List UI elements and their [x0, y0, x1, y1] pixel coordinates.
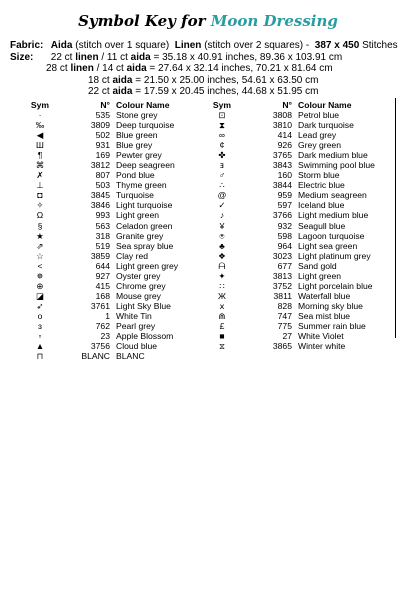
symbol: ■ [219, 331, 225, 342]
key-row [30, 321, 178, 331]
color-number: 3811 [273, 290, 292, 301]
color-name: Light Sky Blue [116, 300, 171, 311]
color-name: Pewter grey [116, 150, 162, 161]
symbol: Ж [218, 290, 226, 301]
color-name: Oyster grey [116, 270, 161, 281]
key-row [212, 241, 375, 251]
key-row [30, 281, 178, 291]
key-row [30, 140, 178, 150]
key-row [212, 160, 375, 170]
symbol: ▫ [38, 331, 42, 342]
color-number: 597 [277, 200, 292, 211]
key-header: Sym N° Colour Name [30, 100, 170, 110]
color-name: Morning sky blue [298, 300, 363, 311]
color-number: 3846 [90, 200, 110, 211]
key-row [212, 140, 375, 150]
color-name: Dark turquoise [298, 120, 354, 131]
key-row [30, 221, 178, 231]
color-name: Medium seagreen [298, 190, 367, 201]
key-row [30, 200, 178, 210]
color-name: Granite grey [116, 230, 164, 241]
symbol: ⊡ [218, 110, 226, 120]
fabric-line: Fabric: Aida (stitch over 1 square) Linen (stitch over 2 squares) - 387 x 450 Stitches [10, 40, 398, 51]
color-number: 3859 [90, 250, 110, 261]
symbol: ⅹ [219, 300, 225, 311]
color-number: 762 [95, 320, 110, 331]
color-name: Seagull blue [298, 220, 346, 231]
symbol: ⊕ [36, 280, 44, 291]
color-number: 27 [282, 331, 292, 342]
color-name: Grey green [298, 140, 341, 151]
color-number: 160 [277, 170, 292, 181]
color-name: Light turquoise [116, 200, 173, 211]
color-number: 3813 [272, 270, 292, 281]
symbol: ∞ [218, 130, 226, 141]
key-row [212, 110, 375, 120]
color-name: Iceland blue [298, 200, 345, 211]
symbol: ♂ [218, 170, 226, 181]
key-row [30, 311, 178, 321]
color-number: 1 [105, 310, 110, 321]
key-row [212, 261, 375, 271]
key-row [30, 160, 178, 170]
color-name: Blue grey [116, 140, 153, 151]
symbol: ☆ [36, 250, 44, 261]
color-name: Winter white [298, 341, 346, 352]
symbol: ¶ [37, 150, 43, 161]
color-number: 959 [277, 190, 292, 201]
color-number: 519 [95, 240, 110, 251]
fabric-size-info [10, 40, 398, 98]
color-number: 535 [95, 110, 110, 120]
color-number: 3761 [90, 300, 110, 311]
symbol: ◀ [36, 130, 44, 141]
key-row [212, 200, 375, 210]
symbol: @ [217, 190, 227, 201]
color-number: 3812 [90, 160, 110, 171]
color-name: Thyme green [116, 180, 167, 191]
color-name: Pond blue [116, 170, 155, 181]
symbol: ⧗ [218, 120, 226, 131]
color-name: Light sea green [298, 240, 358, 251]
symbol: ♪ [219, 210, 225, 221]
symbol: ✗ [36, 170, 44, 181]
color-name: Sea spray blue [116, 240, 174, 251]
key-row [212, 170, 375, 180]
symbol: ⊓ [36, 351, 44, 362]
symbol: ⧖ [218, 341, 226, 352]
color-number: 3765 [272, 150, 292, 161]
color-name: Swimming pool blue [298, 160, 375, 171]
key-row [212, 311, 375, 321]
color-number: 993 [95, 210, 110, 221]
symbol: ✧ [36, 200, 44, 211]
symbol: ᗩ [218, 260, 226, 271]
color-number: 3843 [272, 160, 292, 171]
color-name: Light platinum grey [298, 250, 371, 261]
title-prefix: Symbol Key for [78, 12, 206, 30]
key-row [30, 341, 178, 351]
color-name: Apple Blossom [116, 331, 174, 342]
color-number: 926 [277, 140, 292, 151]
symbol: ✓ [218, 200, 226, 211]
symbol: ⍟ [219, 230, 225, 241]
color-number: 3766 [272, 210, 292, 221]
key-row [30, 271, 178, 281]
symbol: Ш [36, 140, 44, 151]
symbol-key-left-column [30, 100, 178, 361]
color-name: Blue green [116, 130, 158, 141]
color-name: Waterfall blue [298, 290, 351, 301]
color-number: 415 [95, 280, 110, 291]
key-row [30, 150, 178, 160]
key-row [30, 130, 178, 140]
key-row [212, 221, 375, 231]
color-number: 168 [95, 290, 110, 301]
color-number: 3023 [272, 250, 292, 261]
symbol: § [37, 220, 43, 231]
key-row [212, 190, 375, 200]
color-name: Lagoon turquoise [298, 230, 365, 241]
color-number: 3809 [90, 120, 110, 131]
color-number: 644 [95, 260, 110, 271]
key-row [212, 130, 375, 140]
key-header: Sym N° Colour Name [212, 100, 352, 110]
color-number: BLANC [81, 351, 110, 362]
symbol: Ω [36, 210, 44, 221]
key-row [30, 210, 178, 220]
symbol-key-right-column [212, 100, 375, 351]
key-row [212, 210, 375, 220]
key-row [212, 231, 375, 241]
column-divider [395, 98, 396, 338]
color-name: Sand gold [298, 260, 337, 271]
color-number: 502 [95, 130, 110, 141]
color-name: Cloud blue [116, 341, 158, 352]
symbol: ◘ [37, 190, 43, 201]
key-row [30, 251, 178, 261]
color-name: Chrome grey [116, 280, 166, 291]
symbol: ◪ [35, 290, 45, 301]
color-name: Light green [298, 270, 342, 281]
color-number: 3810 [272, 120, 292, 131]
symbol: ⇗ [36, 240, 44, 251]
color-number: 563 [95, 220, 110, 231]
size-line-3: 18 ct aida = 21.50 x 25.00 inches, 54.61 x 63.50 cm [88, 74, 319, 86]
key-row [30, 231, 178, 241]
symbol: ¢ [219, 140, 225, 151]
symbol: ✵ [36, 270, 44, 281]
color-number: 931 [95, 140, 110, 151]
symbol: ‰ [35, 120, 45, 131]
color-name: BLANC [116, 351, 145, 362]
symbol: · [38, 110, 42, 120]
size-line-2: 28 ct linen / 14 ct aida = 27.64 x 32.14 inches, 70.21 x 81.64 cm [46, 63, 333, 74]
symbol: ⱻ [219, 160, 225, 171]
key-row [212, 251, 375, 261]
color-number: 3865 [272, 341, 292, 352]
color-number: 3808 [272, 110, 292, 120]
key-row [30, 110, 178, 120]
key-row [212, 271, 375, 281]
symbol: ⌘ [35, 160, 45, 171]
color-number: 598 [277, 230, 292, 241]
key-row [30, 241, 178, 251]
key-row [30, 261, 178, 271]
color-name: Petrol blue [298, 110, 340, 120]
color-number: 932 [277, 220, 292, 231]
color-number: 3756 [90, 341, 110, 352]
color-name: White Tin [116, 310, 152, 321]
color-number: 927 [95, 270, 110, 281]
color-name: Mouse grey [116, 290, 161, 301]
color-name: Summer rain blue [298, 320, 366, 331]
symbol: ¥ [219, 220, 225, 231]
key-row [30, 120, 178, 130]
key-row [212, 321, 375, 331]
color-name: Light green grey [116, 260, 179, 271]
color-number: 3845 [90, 190, 110, 201]
key-row [212, 341, 375, 351]
color-name: Light medium blue [298, 210, 369, 221]
key-row [212, 291, 375, 301]
color-name: Pearl grey [116, 320, 156, 331]
key-row [212, 281, 375, 291]
key-row [212, 120, 375, 130]
color-number: 747 [277, 310, 292, 321]
color-name: Sea mist blue [298, 310, 351, 321]
symbol: ✦ [218, 270, 226, 281]
color-number: 3752 [272, 280, 292, 291]
symbol: ❖ [218, 250, 226, 261]
symbol: ➶ [36, 300, 44, 311]
color-name: Deep turquoise [116, 120, 175, 131]
symbol: o [37, 310, 43, 321]
symbol: ∴ [219, 180, 225, 191]
color-name: Light green [116, 210, 160, 221]
color-number: 23 [100, 331, 110, 342]
key-row [30, 351, 178, 361]
color-number: 3844 [272, 180, 292, 191]
color-number: 775 [277, 320, 292, 331]
key-row [30, 291, 178, 301]
symbol: ⊥ [36, 180, 44, 191]
color-name: Dark medium blue [298, 150, 368, 161]
color-name: Storm blue [298, 170, 340, 181]
color-name: White Violet [298, 331, 344, 342]
key-row [30, 331, 178, 341]
color-name: Light porcelain blue [298, 280, 373, 291]
color-number: 828 [277, 300, 292, 311]
symbol: £ [219, 320, 225, 331]
symbol: ⋒ [218, 310, 226, 321]
key-row [212, 150, 375, 160]
page-title [0, 12, 416, 30]
color-number: 677 [277, 260, 292, 271]
symbol: < [37, 260, 43, 271]
color-name: Stone grey [116, 110, 158, 120]
size-line-4: 22 ct aida = 17.59 x 20.45 inches, 44.68 x 51.95 cm [88, 86, 319, 97]
symbol: ★ [36, 230, 44, 241]
color-name: Turquoise [116, 190, 154, 201]
symbol: ∷ [219, 280, 225, 291]
color-number: 318 [95, 230, 110, 241]
color-number: 503 [95, 180, 110, 191]
key-row [30, 180, 178, 190]
color-name: Electric blue [298, 180, 345, 191]
size-line-1: Size: 22 ct linen / 11 ct aida = 35.18 x 40.91 inches, 89.36 x 103.91 cm [10, 51, 343, 63]
key-row [212, 331, 375, 341]
color-name: Celadon green [116, 220, 173, 231]
color-name: Clay red [116, 250, 148, 261]
symbol: ✤ [218, 150, 226, 161]
symbol: ɜ [38, 320, 42, 331]
symbol: ▲ [35, 341, 45, 352]
symbol: ♣ [219, 240, 225, 251]
color-number: 807 [95, 170, 110, 181]
color-number: 964 [277, 240, 292, 251]
key-row [30, 170, 178, 180]
color-number: 169 [95, 150, 110, 161]
key-row [212, 180, 375, 190]
color-name: Deep seagreen [116, 160, 175, 171]
color-number: 414 [277, 130, 292, 141]
key-row [30, 190, 178, 200]
color-name: Lead grey [298, 130, 337, 141]
pattern-name: Moon Dressing [210, 12, 338, 30]
key-row [212, 301, 375, 311]
key-row [30, 301, 178, 311]
